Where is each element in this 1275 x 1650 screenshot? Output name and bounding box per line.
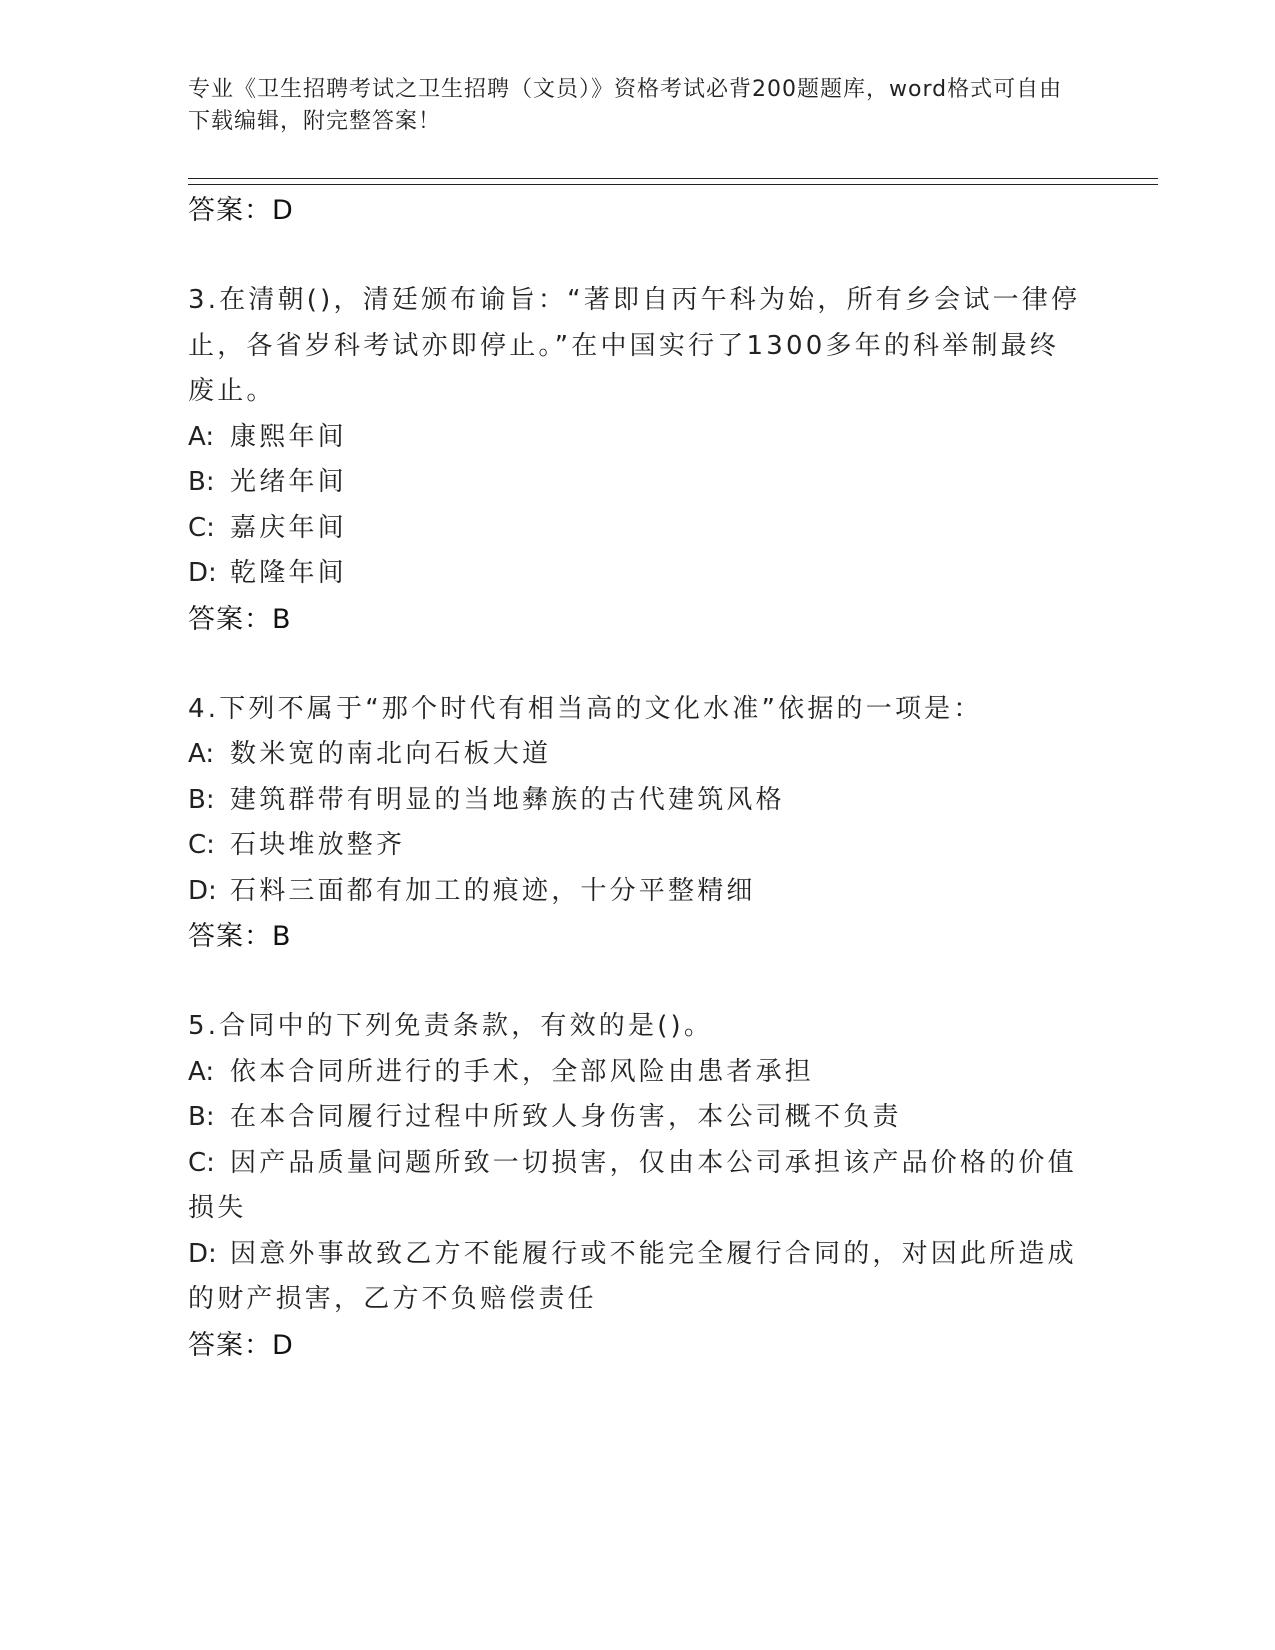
question-text: 3.在清朝()，清廷颁布谕旨：“著即自丙午科为始，所有乡会试一律停止，各省岁科考试亦即停止。”在中国实行了1300多年的科举制最终废止。: [188, 285, 1081, 406]
answer-line: 答案：B: [188, 921, 292, 952]
option-text: 嘉庆年间: [230, 512, 347, 543]
page-header: 专业《卫生招聘考试之卫生招聘（文员）》资格考试必背200题题库，word格式可自由下载编辑，附完整答案！: [188, 77, 1063, 134]
option-text: 康熙年间: [230, 421, 347, 452]
document-body: [188, 188, 1088, 1369]
option-text: 建筑群带有明显的当地彝族的古代建筑风格: [230, 784, 785, 815]
question-text: 5.合同中的下列免责条款，有效的是()。: [188, 1011, 714, 1041]
option-letter: D:: [188, 558, 217, 588]
option-d: [188, 1232, 1088, 1323]
header-rule: [188, 178, 1158, 185]
option-letter: B:: [188, 784, 215, 815]
answer-line: 答案：D: [188, 195, 294, 226]
option-letter: A:: [188, 421, 215, 452]
option-c: [188, 1141, 1088, 1232]
option-text: 数米宽的南北向石板大道: [230, 739, 552, 769]
option-letter: C:: [188, 512, 215, 543]
option-a: [188, 1050, 1088, 1096]
answer-line: 答案：B: [188, 603, 292, 635]
question-4: [188, 687, 1088, 961]
option-text: 石料三面都有加工的痕迹，十分平整精细: [230, 875, 756, 906]
option-text: 在本合同履行过程中所致人身伤害，本公司概不负责: [230, 1102, 902, 1132]
option-letter: D:: [188, 1238, 217, 1269]
option-d: [188, 551, 1088, 597]
option-letter: B:: [188, 1102, 215, 1132]
option-text: 石块堆放整齐: [230, 830, 406, 860]
option-c: [188, 823, 1088, 869]
option-letter: D:: [188, 875, 217, 906]
question-text: 4.下列不属于“那个时代有相当高的文化水准”依据的一项是：: [188, 693, 983, 724]
option-a: [188, 415, 1088, 461]
option-letter: A:: [188, 739, 215, 769]
option-a: [188, 732, 1088, 778]
option-text: 因产品质量问题所致一切损害，仅由本公司承担该产品价格的价值损失: [188, 1147, 1077, 1223]
question-5: [188, 1004, 1088, 1369]
option-letter: A:: [188, 1056, 215, 1087]
option-d: [188, 869, 1088, 915]
question-3: [188, 278, 1088, 643]
option-letter: C:: [188, 1147, 215, 1178]
option-letter: B:: [188, 467, 215, 497]
answer-line: 答案：D: [188, 1329, 294, 1361]
option-c: [188, 506, 1088, 552]
option-text: 乾隆年间: [230, 558, 347, 588]
option-letter: C:: [188, 830, 215, 860]
option-text: 光绪年间: [230, 467, 347, 497]
option-text: 依本合同所进行的手术，全部风险由患者承担: [230, 1056, 815, 1087]
option-b: [188, 778, 1088, 824]
option-b: [188, 1095, 1088, 1141]
option-text: 因意外事故致乙方不能履行或不能完全履行合同的，对因此所造成的财产损害，乙方不负赔偿责任: [188, 1238, 1077, 1314]
option-b: [188, 460, 1088, 506]
